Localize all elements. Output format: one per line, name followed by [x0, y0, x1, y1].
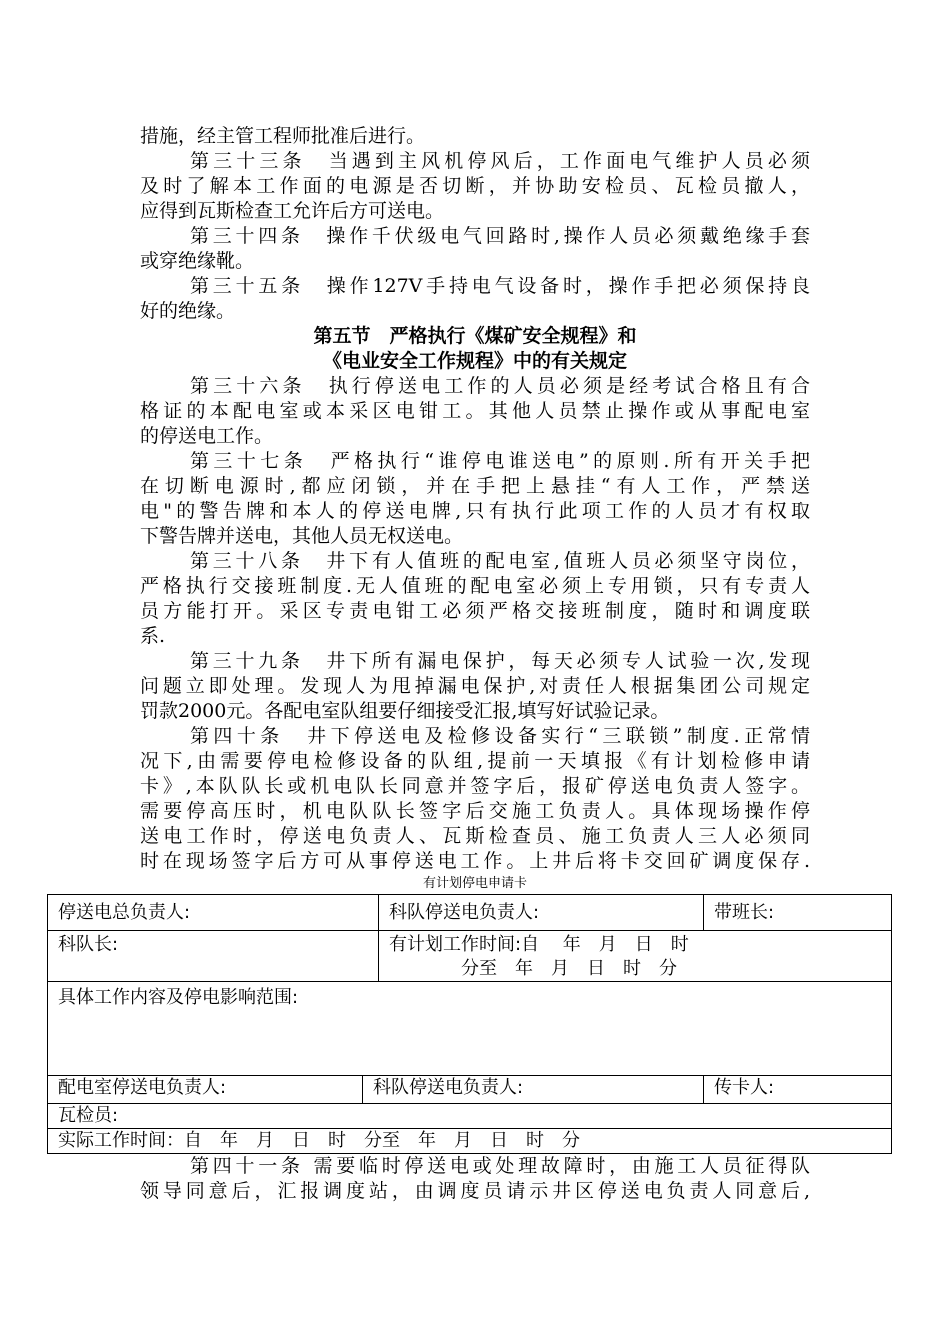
team-outage-manager-field-2[interactable]: 科队停送电负责人:: [363, 1076, 704, 1104]
article-33-line-1: 第三十三条 当遇到主风机停风后，工作面电气维护人员必须: [190, 150, 810, 172]
planned-work-time-field[interactable]: [379, 931, 892, 982]
article-40-line-4: 需要停高压时，机电队队长签字后交施工负责人。具体现场操作停: [140, 800, 810, 822]
card-row: [48, 1104, 892, 1129]
article-40-line-3: 卡》,本队队长或机电队长同意并签字后，报矿停送电负责人签字。: [140, 775, 810, 797]
article-37-line-2: 在切断电源时,都应闭锁，并在手把上悬挂“有人工作，严禁送: [140, 475, 810, 497]
gas-inspector-field[interactable]: 瓦检员:: [48, 1104, 892, 1129]
card-passer-field[interactable]: 传卡人:: [704, 1076, 892, 1104]
article-36-line-1: 第三十六条 执行停送电工作的人员必须是经考试合格且有合: [190, 375, 810, 397]
article-38-line-1: 第三十八条 井下有人值班的配电室,值班人员必须坚守岗位，: [190, 550, 810, 572]
work-content-scope-field[interactable]: 具体工作内容及停电影响范围:: [48, 982, 892, 1076]
article-39-line-2: 问题立即处理。发现人为甩掉漏电保护,对责任人根据集团公司规定: [140, 675, 810, 697]
team-outage-manager-field[interactable]: 科队停送电负责人:: [379, 895, 704, 931]
card-row: [48, 982, 892, 1076]
card-caption: 有计划停电申请卡: [422, 876, 527, 891]
general-outage-manager-field[interactable]: 停送电总负责人:: [48, 895, 379, 931]
card-row: [48, 931, 892, 982]
planned-time-line-1: 有计划工作时间:自 年 月 日 时: [389, 934, 689, 955]
article-33-line-3: 应得到瓦斯检查工允许后方可送电。: [140, 200, 445, 222]
section-heading-line-1: 第五节 严格执行《煤矿安全规程》和: [313, 325, 637, 347]
article-40-line-1: 第四十条 井下停送电及检修设备实行“三联锁”制度.正常情: [190, 725, 810, 747]
article-34-line-1: 第三十四条 操作千伏级电气回路时,操作人员必须戴绝缘手套: [190, 225, 810, 247]
planned-time-line-2: 分至 年 月 日 时 分: [461, 958, 678, 979]
article-35-line-2: 好的绝缘。: [140, 300, 236, 322]
substation-outage-manager-field[interactable]: 配电室停送电负责人:: [48, 1076, 363, 1104]
article-36-line-2: 格证的本配电室或本采区电钳工。其他人员禁止操作或从事配电室: [140, 400, 810, 422]
card-row: [48, 1076, 892, 1104]
article-41-line-2: 领导同意后，汇报调度站，由调度员请示井区停送电负责人同意后,: [140, 1180, 810, 1202]
shift-leader-field[interactable]: 带班长:: [704, 895, 892, 931]
article-35-line-1: 第三十五条 操作127V手持电气设备时，操作手把必须保持良: [190, 275, 810, 297]
article-34-line-2: 或穿绝缘靴。: [140, 250, 255, 272]
card-row: [48, 1129, 892, 1154]
article-40-line-6: 时在现场签字后方可从事停送电工作。上井后将卡交回矿调度保存.: [140, 850, 810, 872]
article-36-line-3: 的停送电工作。: [140, 425, 274, 447]
team-leader-field[interactable]: 科队长:: [48, 931, 379, 982]
actual-work-time-field[interactable]: 实际工作时间：自 年 月 日 时 分至 年 月 日 时 分: [48, 1129, 892, 1154]
article-40-line-2: 况下,由需要停电检修设备的队组,提前一天填报《有计划检修申请: [140, 750, 810, 772]
card-row: [48, 895, 892, 931]
article-33-line-2: 及时了解本工作面的电源是否切断，并协助安检员、瓦检员撤人，: [140, 175, 810, 197]
article-38-line-3: 员方能打开。采区专责电钳工必须严格交接班制度，随时和调度联: [140, 600, 810, 622]
article-38-line-4: 系.: [140, 625, 166, 647]
section-heading-line-2: 《电业安全工作规程》中的有关规定: [322, 350, 627, 372]
paragraph-line: 措施，经主管工程师批准后进行。: [140, 125, 426, 147]
article-41-line-1: 第四十一条 需要临时停送电或处理故障时，由施工人员征得队: [190, 1155, 810, 1177]
article-40-line-5: 送电工作时，停送电负责人、瓦斯检查员、施工负责人三人必须同: [140, 825, 810, 847]
article-37-line-4: 下警告牌并送电，其他人员无权送电。: [140, 525, 464, 547]
article-37-line-1: 第三十七条 严格执行“谁停电谁送电”的原则.所有开关手把: [190, 450, 810, 472]
article-39-line-1: 第三十九条 井下所有漏电保护，每天必须专人试验一次,发现: [190, 650, 810, 672]
article-39-line-3: 罚款2000元。各配电室队组要仔细接受汇报,填写好试验记录。: [140, 700, 670, 722]
article-37-line-3: 电"的警告牌和本人的停送电牌,只有执行此项工作的人员才有权取: [140, 500, 810, 522]
article-38-line-2: 严格执行交接班制度.无人值班的配电室必须上专用锁，只有专责人: [140, 575, 810, 597]
power-outage-application-card: [47, 894, 892, 1154]
